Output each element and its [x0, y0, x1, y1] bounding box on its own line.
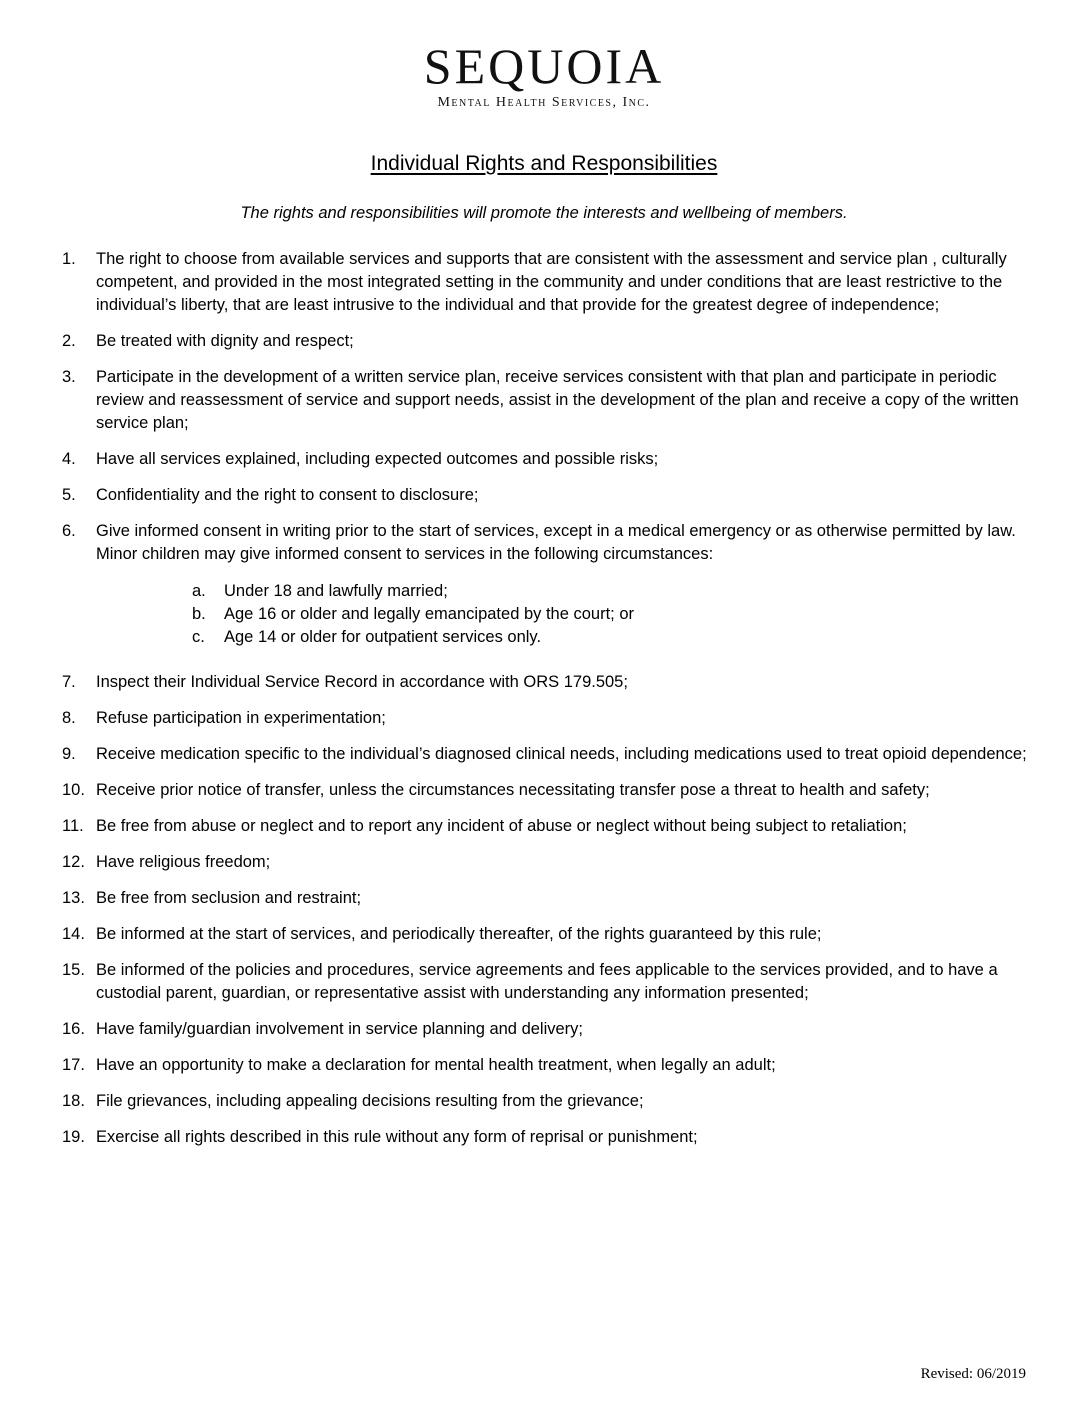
item-number: 6.	[62, 522, 76, 540]
item-text: Have religious freedom;	[96, 853, 271, 871]
list-item	[62, 330, 1030, 353]
item-number: 10.	[62, 781, 85, 799]
item-text: Refuse participation in experimentation;	[96, 709, 386, 727]
list-item	[62, 779, 1030, 802]
logo-name: SEQUOIA	[423, 38, 665, 94]
item-number: 12.	[62, 853, 85, 871]
item-text: Have an opportunity to make a declaration for mental health treatment, when legally an adult;	[96, 1056, 776, 1074]
list-item	[62, 448, 1030, 471]
item-text: Be treated with dignity and respect;	[96, 332, 354, 350]
company-logo	[0, 38, 1088, 112]
item-number: 15.	[62, 961, 85, 979]
list-item	[62, 923, 1030, 946]
list-item	[62, 520, 1030, 649]
item-number: 1.	[62, 250, 76, 268]
item-text: Be informed at the start of services, and periodically thereafter, of the rights guaranteed by this rule;	[96, 925, 822, 943]
item-number: 5.	[62, 486, 76, 504]
sub-list-item	[192, 626, 1030, 649]
list-item	[62, 484, 1030, 507]
item-number: 19.	[62, 1128, 85, 1146]
item-text: Inspect their Individual Service Record in accordance with ORS 179.505;	[96, 673, 628, 691]
list-item	[62, 671, 1030, 694]
item-number: 3.	[62, 368, 76, 386]
sub-item-letter: b.	[192, 605, 206, 623]
item-text: Receive medication specific to the individual’s diagnosed clinical needs, including medications used to treat opioid dependence;	[96, 745, 1027, 763]
item-text: File grievances, including appealing decisions resulting from the grievance;	[96, 1092, 644, 1110]
item-number: 8.	[62, 709, 76, 727]
item-text: Be free from seclusion and restraint;	[96, 889, 362, 907]
item-text: Have all services explained, including expected outcomes and possible risks;	[96, 450, 659, 468]
item-text: Exercise all rights described in this rule without any form of reprisal or punishment;	[96, 1128, 698, 1146]
item-number: 13.	[62, 889, 85, 907]
item-text: Have family/guardian involvement in service planning and delivery;	[96, 1020, 584, 1038]
list-item	[62, 887, 1030, 910]
revision-date: Revised: 06/2019	[920, 1366, 1026, 1382]
item-number: 11.	[62, 817, 84, 835]
item-number: 7.	[62, 673, 76, 691]
list-item	[62, 851, 1030, 874]
item-text: The right to choose from available services and supports that are consistent with the assessment and service plan , culturally competent, and provided in the most integrated setting in the community and under conditions that are least restrictive to the individual’s liberty, that are least intrusive to the individual and that provide for the greatest degree of independence;	[96, 250, 1007, 314]
item-text: Give informed consent in writing prior to the start of services, except in a medical emergency or as otherwise permitted by law. Minor children may give informed consent to services in the following circumstances:	[96, 522, 1016, 563]
item-number: 14.	[62, 925, 85, 943]
item-text: Receive prior notice of transfer, unless the circumstances necessitating transfer pose a threat to health and safety;	[96, 781, 930, 799]
sub-item-letter: c.	[192, 628, 205, 646]
item-number: 4.	[62, 450, 76, 468]
list-item	[62, 707, 1030, 730]
rights-list	[62, 248, 1030, 1162]
sub-item-text: Age 16 or older and legally emancipated by the court; or	[224, 605, 635, 623]
sub-item-letter: a.	[192, 582, 206, 600]
list-item	[62, 1018, 1030, 1041]
list-item	[62, 248, 1030, 317]
item-text: Confidentiality and the right to consent to disclosure;	[96, 486, 479, 504]
list-item	[62, 1090, 1030, 1113]
sub-item-text: Age 14 or older for outpatient services only.	[224, 628, 542, 646]
list-item	[62, 1054, 1030, 1077]
document-subtitle: The rights and responsibilities will promote the interests and wellbeing of members.	[240, 204, 848, 222]
item-number: 2.	[62, 332, 76, 350]
item-number: 18.	[62, 1092, 85, 1110]
sub-list	[96, 580, 1030, 649]
sub-item-text: Under 18 and lawfully married;	[224, 582, 448, 600]
sub-list-item	[192, 603, 1030, 626]
list-item	[62, 366, 1030, 435]
item-number: 17.	[62, 1056, 85, 1074]
item-text: Be informed of the policies and procedures, service agreements and fees applicable to the services provided, and to have a custodial parent, guardian, or representative assist with understanding any information presented;	[96, 961, 998, 1002]
list-item	[62, 743, 1030, 766]
list-item	[62, 815, 1030, 838]
sub-list-item	[192, 580, 1030, 603]
item-number: 16.	[62, 1020, 85, 1038]
item-text: Participate in the development of a written service plan, receive services consistent with that plan and participate in periodic review and reassessment of service and support needs, assist in the development of the plan and receive a copy of the written service plan;	[96, 368, 1019, 432]
document-title: Individual Rights and Responsibilities	[370, 152, 718, 175]
list-item	[62, 959, 1030, 1005]
item-text: Be free from abuse or neglect and to report any incident of abuse or neglect without being subject to retaliation;	[96, 817, 907, 835]
logo-subtitle: Mental Health Services, Inc.	[437, 95, 651, 110]
item-number: 9.	[62, 745, 76, 763]
list-item	[62, 1126, 1030, 1149]
